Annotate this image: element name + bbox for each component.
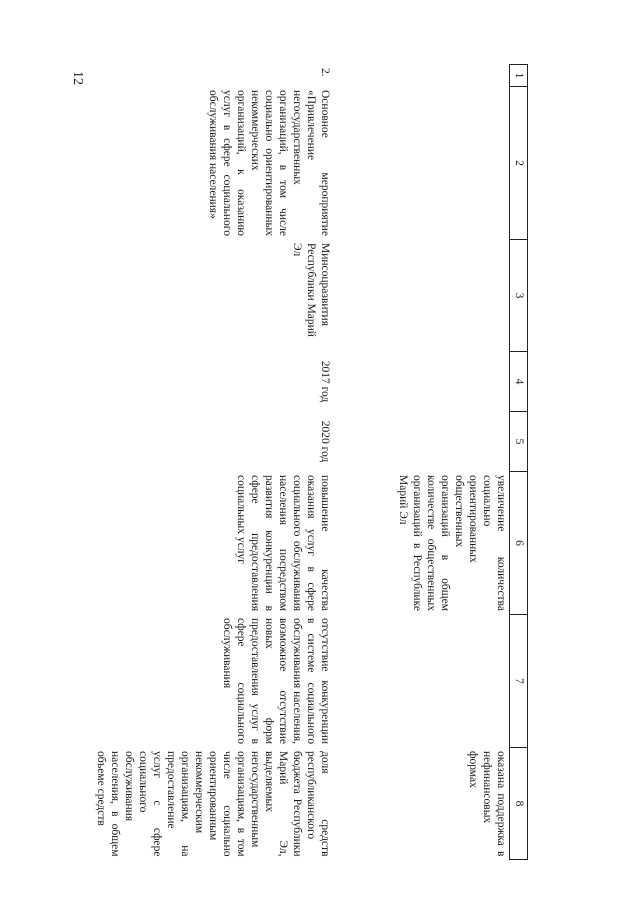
indicator-link: оказана поддержка в нефинансовых формах <box>467 751 507 857</box>
header-col-8: 8 <box>510 748 528 860</box>
end-year: 2020 год <box>319 420 331 463</box>
consequences <box>395 615 510 748</box>
header-col-2: 2 <box>510 87 528 240</box>
end-year <box>395 412 510 472</box>
row-number: 2. <box>319 68 331 77</box>
table-row <box>395 65 510 860</box>
program-events-table <box>93 64 528 860</box>
indicator-link: доля средств республиканского бюджета Республики Марий Эл, выделяемых негосударственным организациям, в том числе социально ориентированным некоммерческим организациям, на предоставление услуг с сфере социального обслуживания населения, в общем объеме средств <box>95 751 331 857</box>
table-header-row <box>510 65 528 860</box>
header-col-5: 5 <box>510 412 528 472</box>
start-year <box>395 352 510 412</box>
header-col-7: 7 <box>510 615 528 748</box>
event-name: Основное мероприятие «Привлечение негосударственных организаций, в том числе социально ориентированных некоммерческих организаций, к оказанию услуг в сфере социального обслуживания населения» <box>207 90 331 236</box>
row-number <box>395 65 510 87</box>
expected-result: увеличение количества социально ориентированных общественных организаций в общем количестве общественных организаций в Республике Марий Эл <box>397 475 507 611</box>
executor: Минсоцразвития Республики Марий Эл <box>291 243 331 337</box>
header-col-1: 1 <box>510 65 528 87</box>
row-spacer <box>333 65 395 860</box>
expected-result: повышение качества оказания услуг в сфере социального обслуживания населения посредством развития конкуренции в сфере предоставления социальных услуг <box>235 475 331 611</box>
header-col-6: 6 <box>510 472 528 615</box>
event-name <box>395 87 510 240</box>
executor <box>395 240 510 352</box>
header-col-3: 3 <box>510 240 528 352</box>
page-number: 12 <box>70 71 85 85</box>
document-sheet <box>94 64 528 859</box>
start-year: 2017 год <box>319 360 331 403</box>
table-row <box>93 65 333 860</box>
consequences: отсутствие конкуренции в системе социального обслуживания населения, возможное отсутствие новых форм предоставления услуг в сфере социального обслуживания <box>221 618 331 744</box>
header-col-4: 4 <box>510 352 528 412</box>
